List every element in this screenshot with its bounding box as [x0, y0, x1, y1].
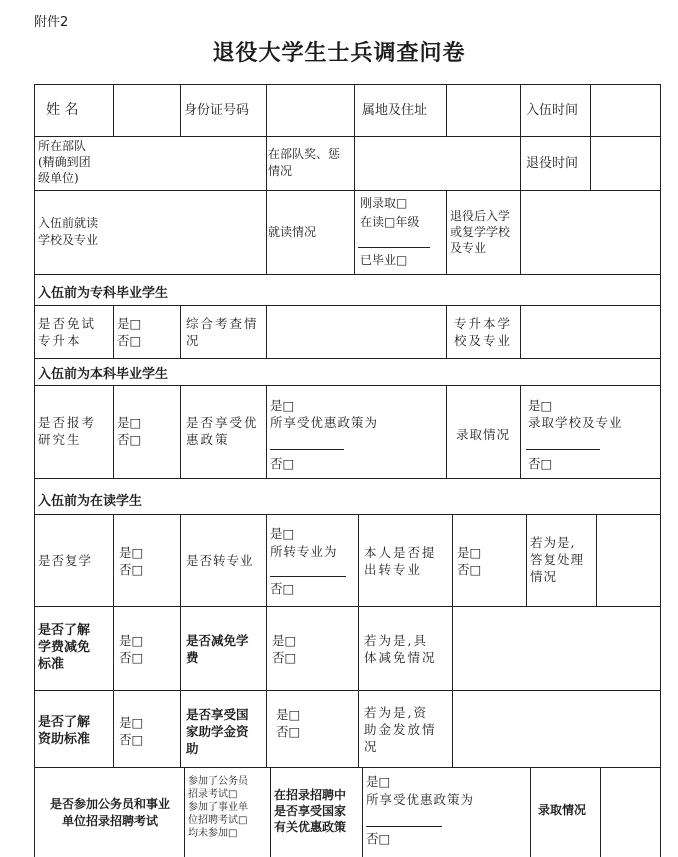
military-unit-label: 所在部队 (精确到团 级单位): [38, 139, 91, 185]
grant-detail-label: 若为是,资 助金发放情 况: [364, 705, 437, 754]
comprehensive-review-label: 综合考查情 况: [186, 316, 259, 348]
status-graduated-option[interactable]: 已毕业□: [360, 253, 408, 267]
reply-handling-label: 若为是, 答复处理 情况: [530, 535, 585, 584]
national-grant-label: 是否享受国 家助学金资 助: [186, 707, 249, 756]
aid-standard-know-yes-no[interactable]: 是□ 否□: [119, 715, 144, 747]
preferential-yes-option[interactable]: 是□: [270, 398, 295, 413]
preferential-policy-text: 所享受优惠政策为: [270, 415, 379, 430]
recruit-preferential-label: 在招录招聘中 是否享受国家 有关优惠政策: [274, 788, 347, 834]
pre-enlist-school-label: 入伍前就读 学校及专业: [38, 216, 99, 247]
discharge-time-label: 退役时间: [526, 156, 579, 171]
recruit-pref-yes-option[interactable]: 是□: [366, 774, 391, 789]
grad-exam-label: 是否报考 研究生: [38, 415, 97, 447]
exam-free-upgrade-label: 是否免试 专升本: [38, 316, 97, 348]
civil-service-exam-options[interactable]: 参加了公务员 招录考试□ 参加了事业单 位招聘考试□ 均未参加□: [188, 776, 248, 839]
section-current-students-title: 入伍前为在读学生: [38, 494, 143, 509]
propose-transfer-yes-no[interactable]: 是□ 否□: [457, 545, 482, 577]
awards-label: 在部队奖、惩 情况: [268, 147, 341, 178]
after-discharge-school-label: 退役后入学 或复学学校 及专业: [450, 209, 511, 255]
civil-service-exam-label: 是否参加公务员和事业 单位招录招聘考试: [49, 797, 170, 828]
attachment-label: 附件2: [34, 15, 69, 30]
admission-school-text: 录取学校及专业: [528, 415, 623, 430]
upgrade-school-label: 专升本学 校及专业: [454, 316, 513, 348]
study-status-label: 就读情况: [268, 225, 317, 239]
status-admitted-option[interactable]: 刚录取□: [360, 196, 408, 210]
section-junior-college-title: 入伍前为专科毕业学生: [38, 286, 169, 301]
section-bachelor-title: 入伍前为本科毕业学生: [38, 367, 169, 382]
transfer-no-option[interactable]: 否□: [270, 581, 295, 596]
tuition-waiver-know-yes-no[interactable]: 是□ 否□: [119, 633, 144, 665]
waiver-detail-label: 若为是,具 体减免情况: [364, 633, 437, 665]
tuition-waiver-know-label: 是否了解 学费减免 标准: [38, 623, 91, 672]
enlist-time-label: 入伍时间: [526, 103, 579, 118]
recruit-pref-no-option[interactable]: 否□: [366, 831, 391, 846]
transfer-yes-option[interactable]: 是□: [270, 526, 295, 541]
preferential-no-option[interactable]: 否□: [270, 456, 295, 471]
resume-study-label: 是否复学: [38, 553, 93, 568]
propose-transfer-label: 本人是否提 出转专业: [364, 545, 437, 577]
status-studying-option[interactable]: 在读□年级: [360, 215, 420, 229]
recruit-admission-label: 录取情况: [538, 803, 587, 817]
admission-yes-option[interactable]: 是□: [528, 398, 553, 413]
transfer-major-label: 是否转专业: [186, 553, 254, 568]
id-number-label: 身份证号码: [184, 103, 250, 118]
national-grant-yes-no[interactable]: 是□ 否□: [276, 707, 301, 739]
admission-no-option[interactable]: 否□: [528, 456, 553, 471]
transfer-major-text: 所转专业为: [270, 544, 338, 559]
tuition-waived-label: 是否减免学 费: [186, 633, 249, 665]
preferential-policy-label: 是否享受优 惠政策: [186, 415, 259, 447]
name-label: 姓 名: [46, 102, 79, 118]
exam-free-yes-no[interactable]: 是□ 否□: [117, 316, 142, 348]
recruit-pref-policy-text: 所享受优惠政策为: [366, 792, 475, 807]
resume-study-yes-no[interactable]: 是□ 否□: [119, 545, 144, 577]
tuition-waived-yes-no[interactable]: 是□ 否□: [272, 633, 297, 665]
page-title: 退役大学生士兵调查问卷: [212, 40, 466, 66]
aid-standard-know-label: 是否了解 资助标准: [38, 715, 91, 747]
grad-exam-yes-no[interactable]: 是□ 否□: [117, 415, 142, 447]
origin-address-label: 属地及住址: [362, 103, 428, 118]
admission-label: 录取情况: [456, 427, 511, 442]
